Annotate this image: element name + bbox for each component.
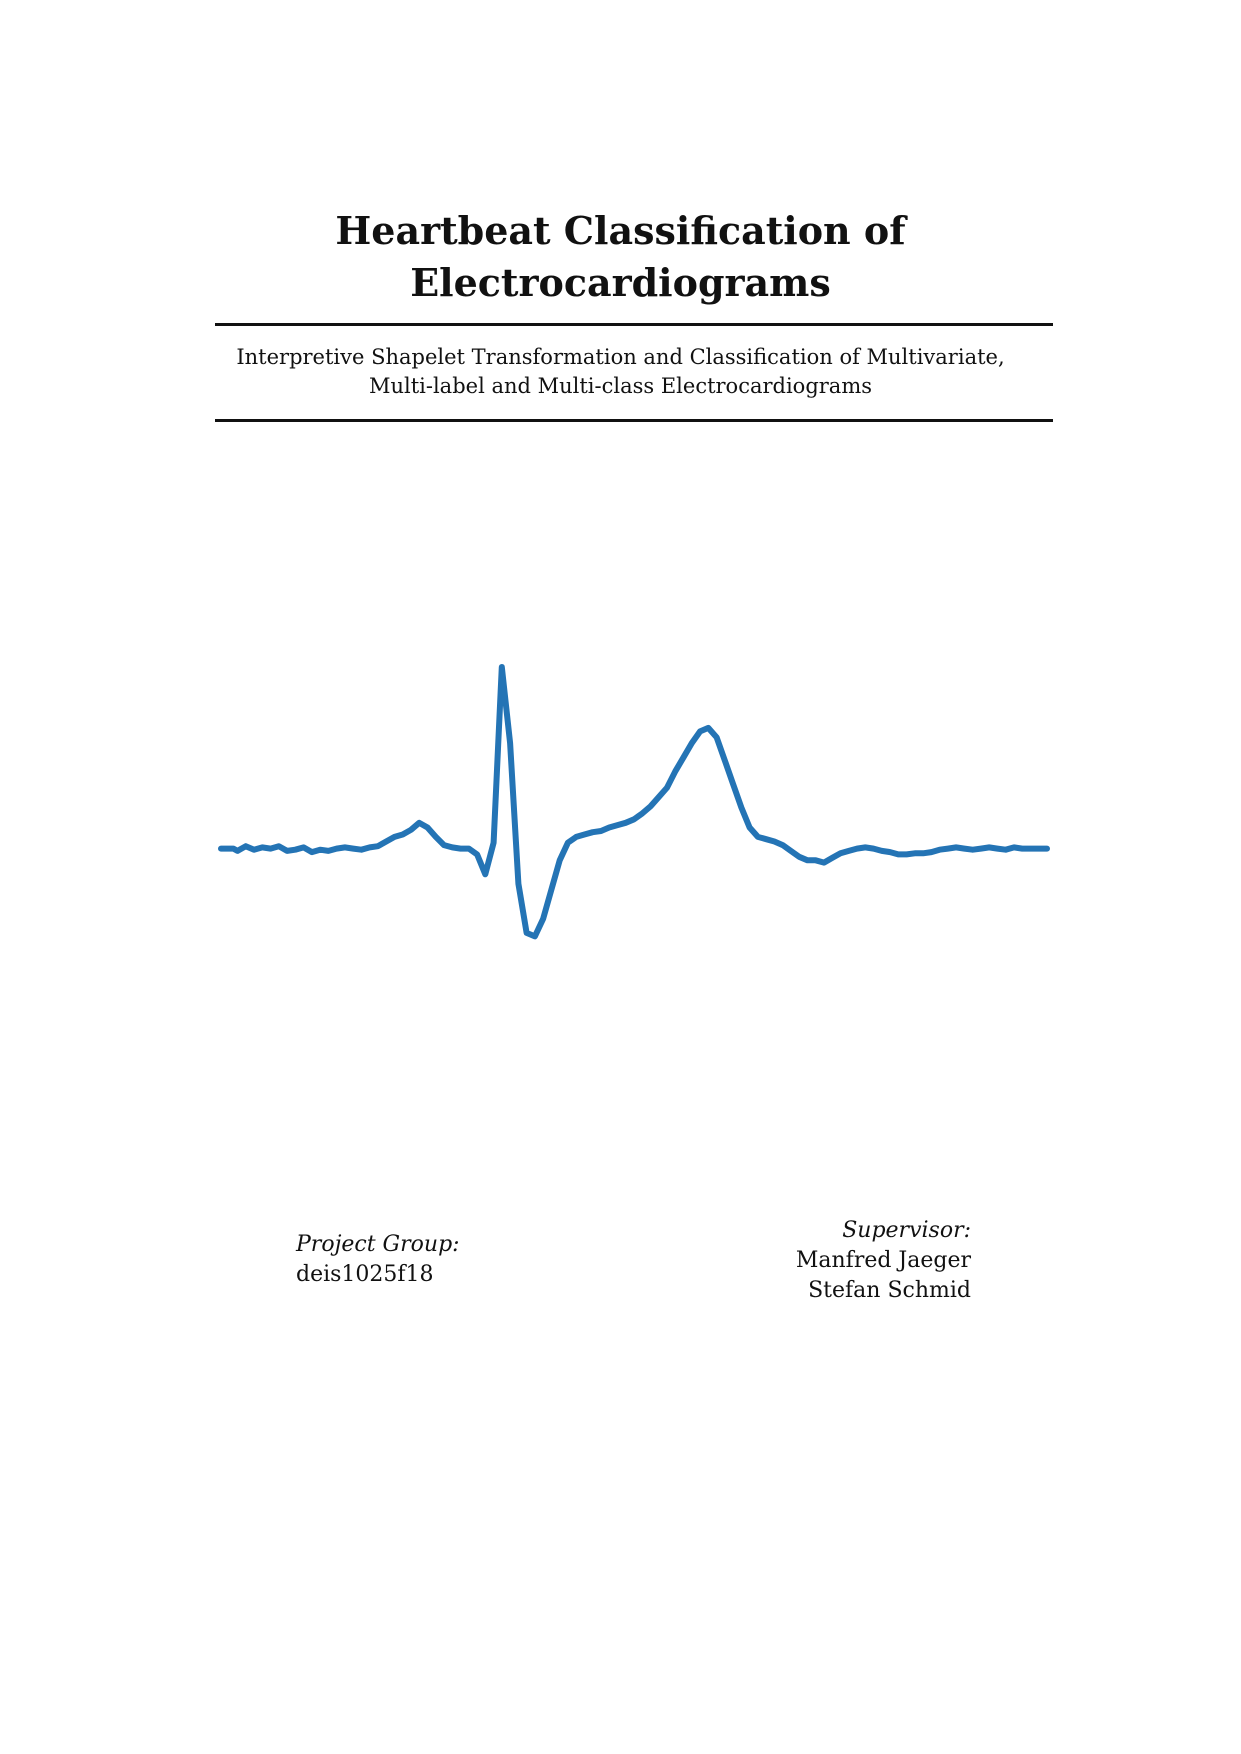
title-rule-top — [215, 323, 1053, 326]
supervisor-block — [796, 1216, 971, 1306]
ecg-series-line — [221, 667, 1047, 936]
project-group-label: Project Group: — [296, 1232, 460, 1257]
project-group-value: deis1025f18 — [296, 1262, 434, 1287]
subtitle-line-2: Multi-label and Multi-class Electrocardiograms — [368, 374, 873, 398]
project-group-block — [296, 1230, 460, 1290]
subtitle — [0, 343, 1241, 401]
ecg-waveform-chart — [215, 620, 1053, 960]
title-line-2: Electrocardiograms — [410, 260, 831, 305]
title-rule-bottom — [215, 419, 1053, 422]
supervisor-name-2: Stefan Schmid — [808, 1278, 971, 1303]
subtitle-line-1: Interpretive Shapelet Transformation and Classification of Multivariate, — [236, 345, 1005, 369]
title — [0, 205, 1241, 309]
title-line-1: Heartbeat Classification of — [335, 208, 906, 253]
supervisor-label: Supervisor: — [842, 1218, 971, 1243]
supervisor-name-1: Manfred Jaeger — [795, 1248, 971, 1273]
